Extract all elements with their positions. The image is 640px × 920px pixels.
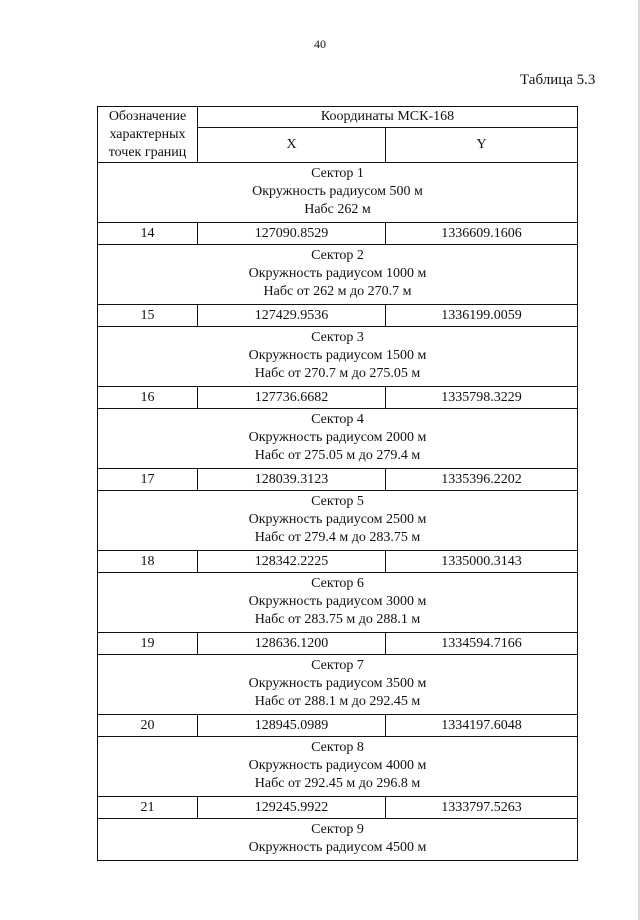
- header-row: [98, 107, 578, 128]
- sector-description: [98, 737, 578, 797]
- point-row: [98, 633, 578, 655]
- coord-system-header: Координаты МСК-168: [198, 107, 578, 128]
- header-line: характерных: [109, 126, 186, 142]
- x-coordinate-cell: 127429.9536: [198, 305, 386, 327]
- sector-line: Окружность радиусом 2000 м: [248, 430, 427, 445]
- header-line: Обозначение: [108, 108, 187, 124]
- sector-line: Окружность радиусом 2500 м: [248, 512, 427, 527]
- sector-description: [98, 819, 578, 861]
- sector-row: [98, 327, 578, 387]
- x-coordinate-cell: 127736.6682: [198, 387, 386, 409]
- point-row: [98, 715, 578, 737]
- x-coordinate-cell: 129245.9922: [198, 797, 386, 819]
- y-coordinate-cell: 1335798.3229: [386, 387, 578, 409]
- x-coordinate-cell: 128636.1200: [198, 633, 386, 655]
- sector-line: Набс от 270.7 м до 275.05 м: [254, 366, 421, 381]
- page-number: 40: [314, 37, 326, 51]
- point-id-cell: 20: [98, 715, 198, 737]
- sector-line: Окружность радиусом 1000 м: [248, 266, 427, 281]
- sector-line: Сектор 7: [311, 658, 364, 673]
- sector-row: [98, 245, 578, 305]
- point-id-cell: 16: [98, 387, 198, 409]
- sector-line: Набс от 279.4 м до 283.75 м: [254, 530, 421, 545]
- sector-row: [98, 163, 578, 223]
- x-coordinate-cell: 127090.8529: [198, 223, 386, 245]
- sector-line: Окружность радиусом 1500 м: [248, 348, 427, 363]
- sector-row: [98, 409, 578, 469]
- coordinates-table: [97, 106, 578, 861]
- point-row: [98, 223, 578, 245]
- point-id-cell: 18: [98, 551, 198, 573]
- sector-line: Сектор 5: [311, 494, 364, 509]
- sector-line: Сектор 9: [311, 822, 364, 837]
- y-coordinate-cell: 1336199.0059: [386, 305, 578, 327]
- x-coordinate-cell: 128945.0989: [198, 715, 386, 737]
- point-id-cell: 19: [98, 633, 198, 655]
- y-coordinate-cell: 1335000.3143: [386, 551, 578, 573]
- point-row: [98, 305, 578, 327]
- sector-row: [98, 655, 578, 715]
- point-row: [98, 469, 578, 491]
- sector-description: [98, 573, 578, 633]
- table-body: [98, 107, 578, 861]
- sector-line: Сектор 3: [311, 330, 364, 345]
- sector-description: [98, 409, 578, 469]
- sector-description: [98, 655, 578, 715]
- x-coordinate-cell: 128342.2225: [198, 551, 386, 573]
- sector-description: [98, 327, 578, 387]
- sector-row: [98, 737, 578, 797]
- sector-line: Окружность радиусом 4500 м: [248, 840, 427, 855]
- y-coordinate-cell: 1334197.6048: [386, 715, 578, 737]
- point-designation-header: [98, 107, 198, 163]
- y-coordinate-cell: 1335396.2202: [386, 469, 578, 491]
- y-coordinate-cell: 1336609.1606: [386, 223, 578, 245]
- point-row: [98, 551, 578, 573]
- sector-line: Окружность радиусом 3500 м: [248, 676, 427, 691]
- sector-line: Окружность радиусом 4000 м: [248, 758, 427, 773]
- sector-line: Сектор 8: [311, 740, 364, 755]
- x-header: X: [198, 128, 386, 163]
- x-coordinate-cell: 128039.3123: [198, 469, 386, 491]
- point-row: [98, 797, 578, 819]
- point-id-cell: 14: [98, 223, 198, 245]
- sector-description: [98, 491, 578, 551]
- y-coordinate-cell: 1334594.7166: [386, 633, 578, 655]
- sector-line: Набс от 283.75 м до 288.1 м: [254, 612, 421, 627]
- sector-line: Окружность радиусом 500 м: [252, 184, 423, 199]
- point-id-cell: 15: [98, 305, 198, 327]
- sector-row: [98, 491, 578, 551]
- sector-row: [98, 573, 578, 633]
- y-header: Y: [386, 128, 578, 163]
- sector-line: Сектор 1: [311, 166, 364, 181]
- sector-line: Набс от 292.45 м до 296.8 м: [254, 776, 421, 791]
- sector-line: Набс от 262 м до 270.7 м: [263, 284, 412, 299]
- sector-line: Сектор 2: [311, 248, 364, 263]
- sector-description: [98, 163, 578, 223]
- y-coordinate-cell: 1333797.5263: [386, 797, 578, 819]
- sector-description: [98, 245, 578, 305]
- point-id-cell: 17: [98, 469, 198, 491]
- sector-line: Набс от 288.1 м до 292.45 м: [254, 694, 421, 709]
- table-caption: Таблица 5.3: [520, 72, 596, 88]
- sector-line: Окружность радиусом 3000 м: [248, 594, 427, 609]
- sector-line: Сектор 4: [311, 412, 364, 427]
- point-id-cell: 21: [98, 797, 198, 819]
- point-row: [98, 387, 578, 409]
- sector-row: [98, 819, 578, 861]
- sector-line: Набс 262 м: [304, 202, 371, 217]
- sector-line: Набс от 275.05 м до 279.4 м: [254, 448, 421, 463]
- header-line: точек границ: [108, 144, 187, 160]
- sector-line: Сектор 6: [311, 576, 364, 591]
